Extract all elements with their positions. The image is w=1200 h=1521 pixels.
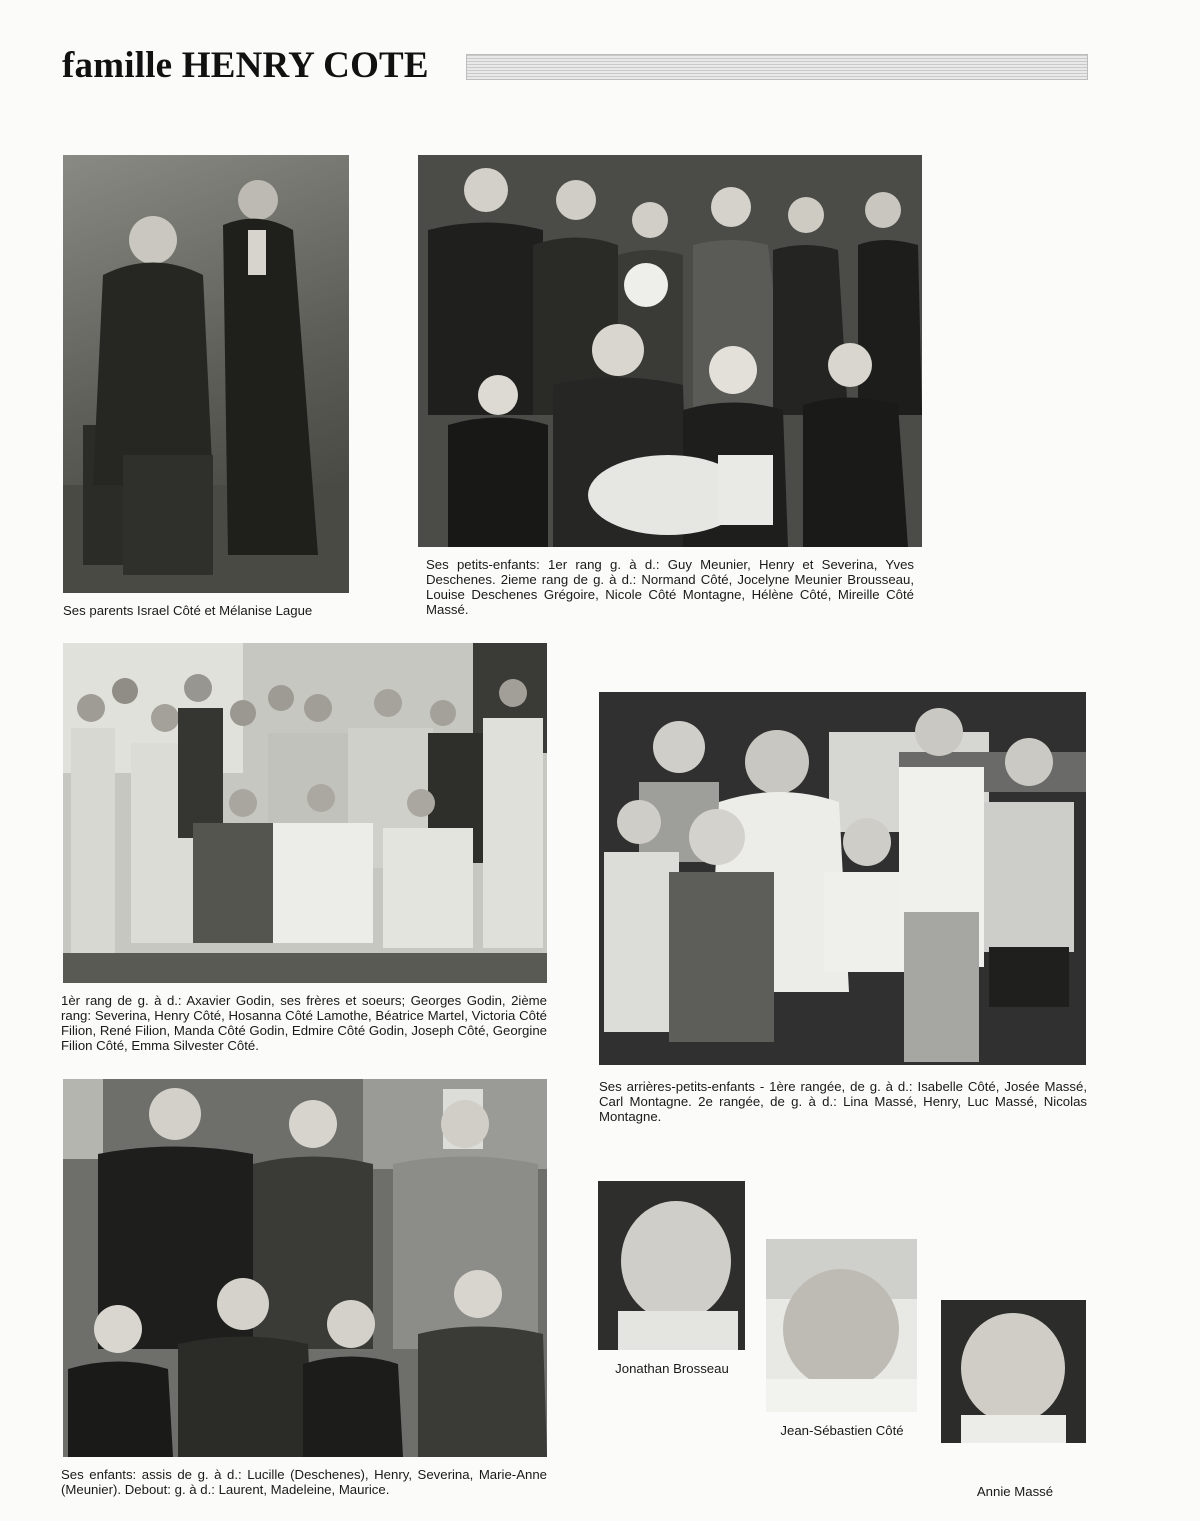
siblings-photo [63,643,547,983]
grandchildren-caption: Ses petits-enfants: 1er rang g. à d.: Guy Meunier, Henry et Severina, Yves Deschenes. 2ieme rang de g. à d.: Normand Côté, Jocelyne Meunier Brousseau, Louise Deschenes Grégoire, Nicole Côté Montagne, Hélène Côté, Mireille Côté Massé. [426,557,914,617]
baby3-photo [941,1300,1086,1443]
parents-photo [63,155,349,593]
baby2-caption: Jean-Sébastien Côté [780,1423,904,1438]
baby1-photo [598,1181,745,1350]
baby3-caption: Annie Massé [976,1484,1054,1499]
great-grandchildren-caption: Ses arrières-petits-enfants - 1ère rangée, de g. à d.: Isabelle Côté, Josée Massé, Carl Montagne. 2e rangée, de g. à d.: Lina Massé, Henry, Luc Massé, Nicolas Montagne. [599,1079,1087,1124]
baby1-caption: Jonathan Brosseau [615,1361,729,1376]
title-rule-bar [466,54,1088,80]
baby2-photo [766,1239,917,1412]
children-photo [63,1079,547,1457]
children-caption: Ses enfants: assis de g. à d.: Lucille (Deschenes), Henry, Severina, Marie-Anne (Meunier). Debout: g. à d.: Laurent, Madeleine, Maurice. [61,1467,547,1497]
great-grandchildren-photo [599,692,1086,1065]
page-title: famille HENRY COTE [62,45,429,86]
grandchildren-photo [418,155,922,547]
siblings-caption: 1èr rang de g. à d.: Axavier Godin, ses frères et soeurs; Georges Godin, 2ième rang: Severina, Henry Côté, Hosanna Côté Lamothe, Béatrice Martel, Victoria Côté Filion, René Filion, Manda Côté Godin, Edmire Côté Godin, Joseph Côté, Georgine Filion Côté, Emma Silvester Côté. [61,993,547,1053]
parents-caption: Ses parents Israel Côté et Mélanise Lague [63,603,313,618]
